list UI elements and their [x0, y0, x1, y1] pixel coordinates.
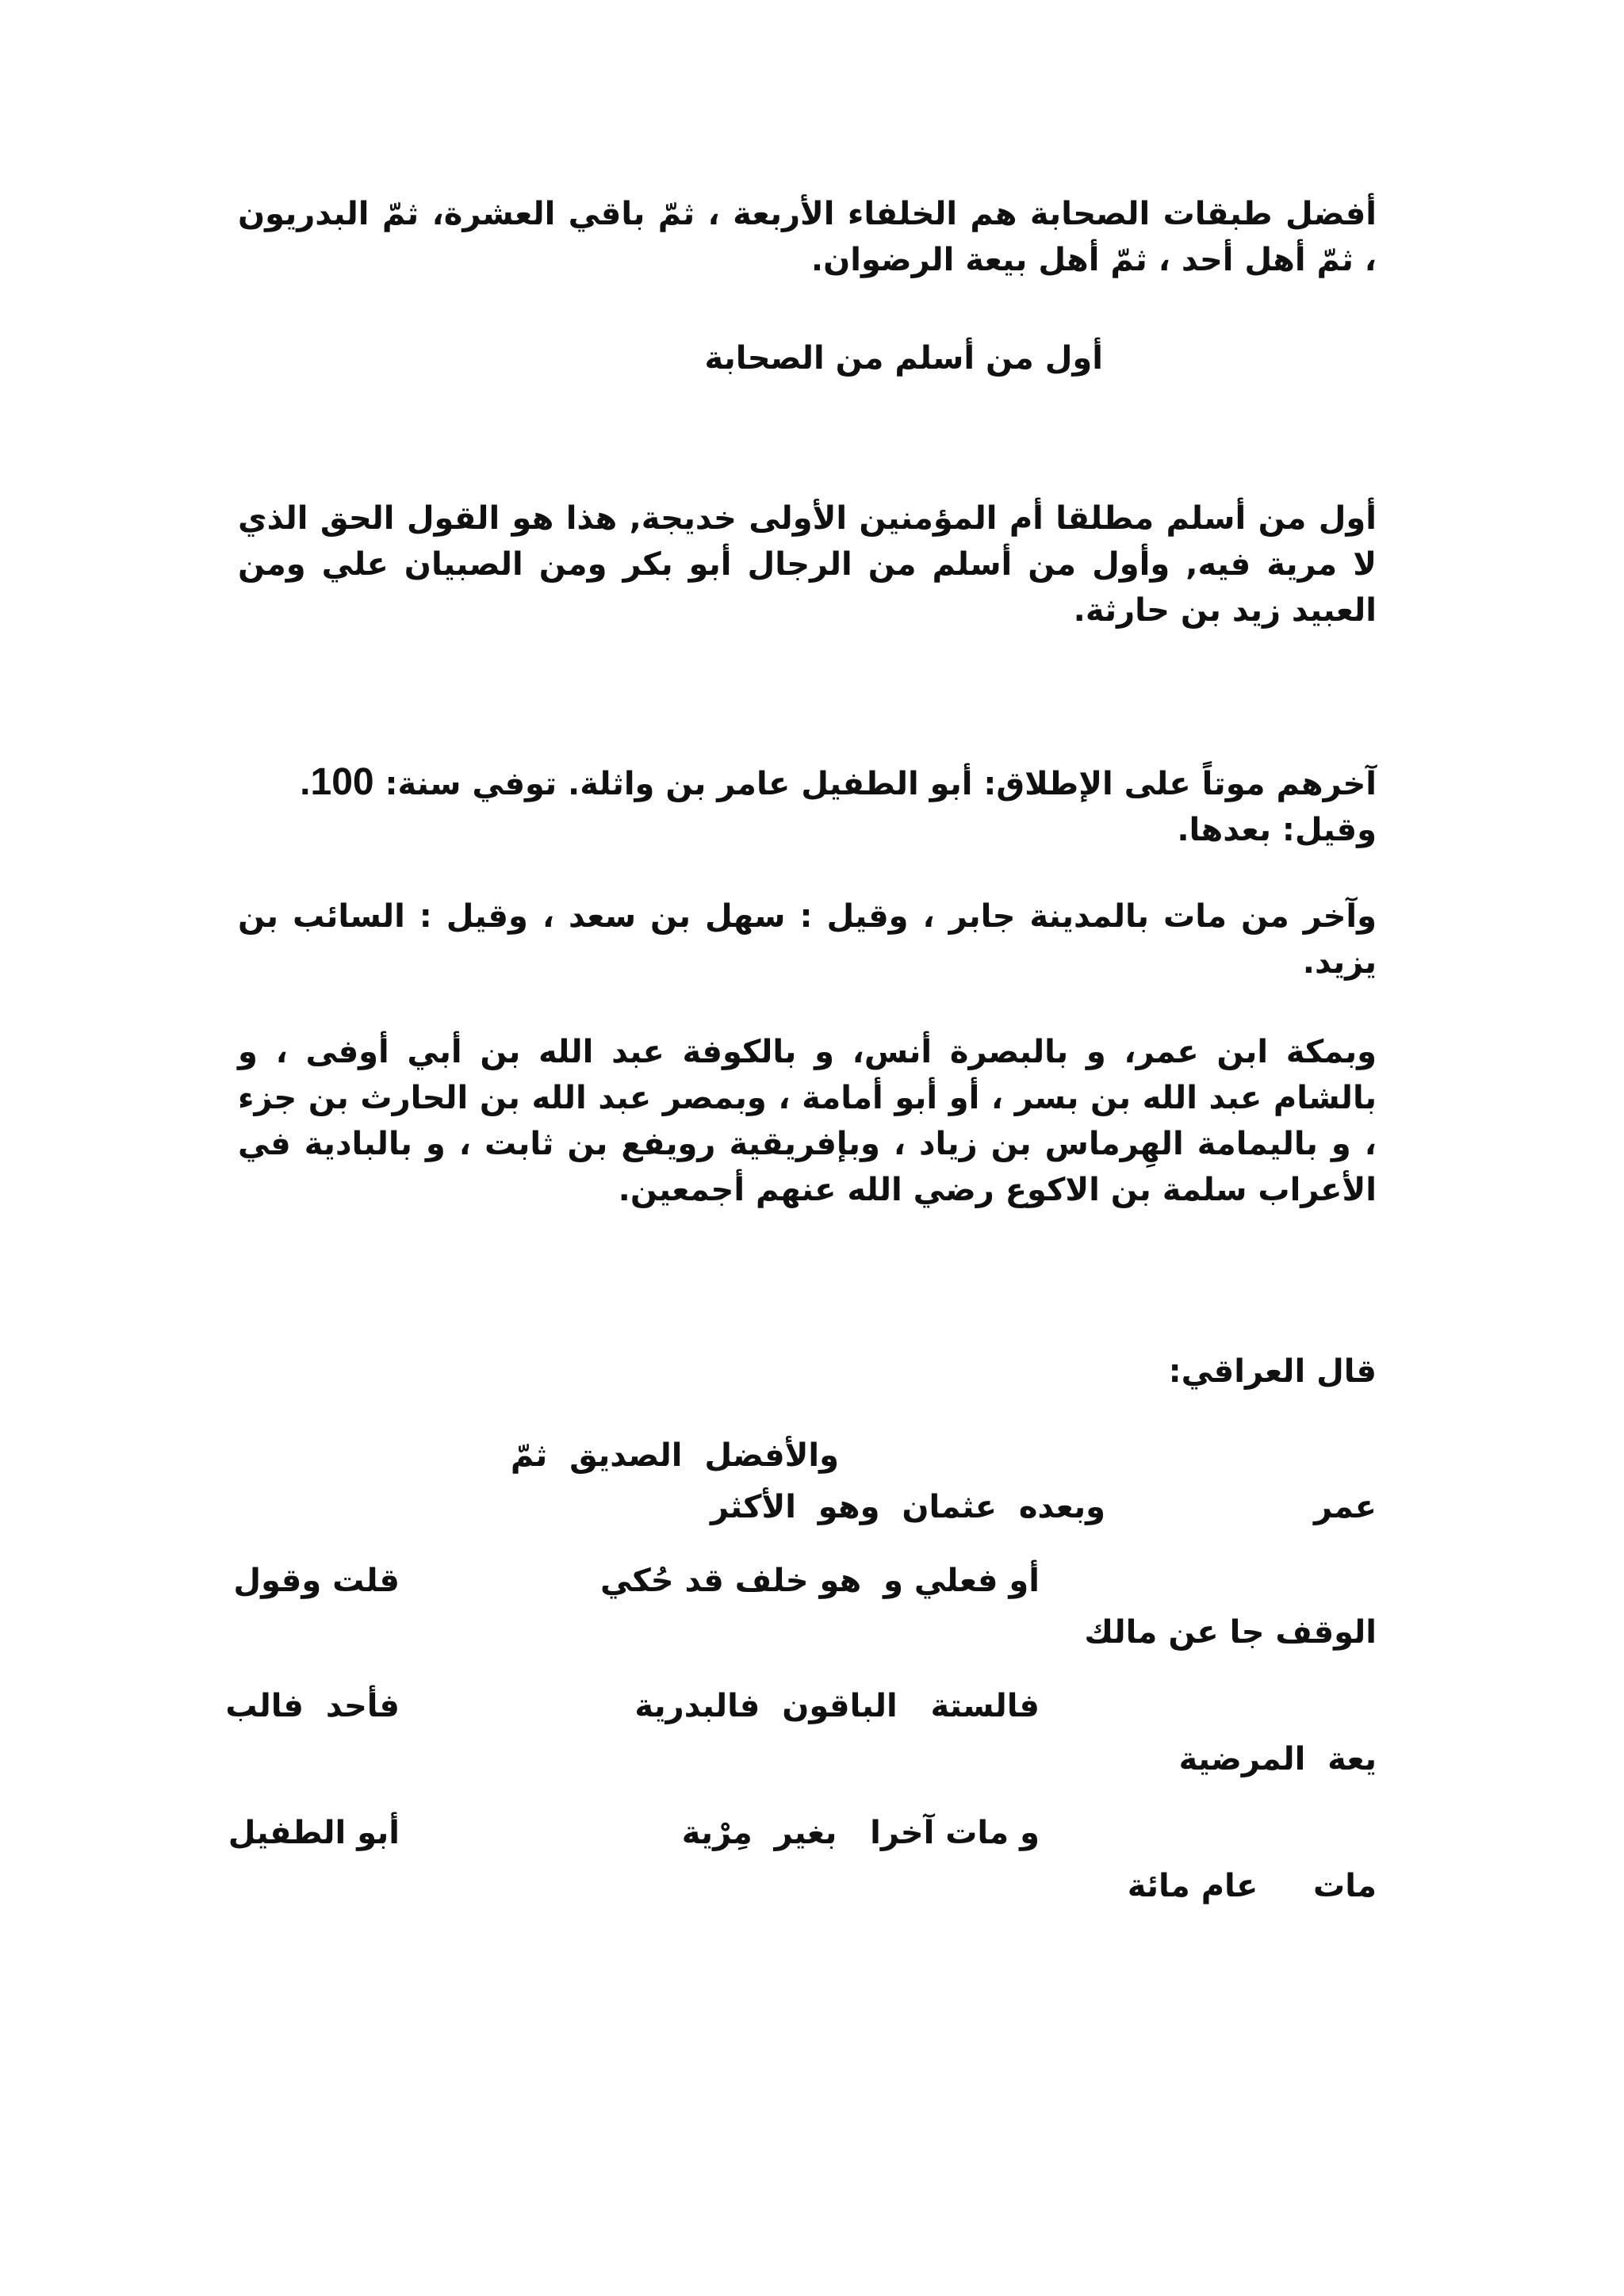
- poem-line: [238, 1433, 1377, 1479]
- poem-hemistich: عمر: [1313, 1489, 1377, 1525]
- poem-intro: قال العراقي:: [1168, 1353, 1377, 1390]
- poem-hemistich: وبعده عثمان وهو الأكثر: [710, 1489, 1105, 1525]
- paragraph-last-death: [238, 760, 1377, 853]
- poem-line: [238, 1736, 1377, 1782]
- last-death-note: وقيل: بعدها.: [1177, 812, 1377, 848]
- poem-hemistich: فالستة الباقون فالبدرية: [634, 1688, 1040, 1724]
- poem-hemistich: يعة المرضية: [1178, 1741, 1377, 1777]
- death-year: 100.: [300, 761, 374, 803]
- paragraph-last-by-city: وبمكة ابن عمر، و بالبصرة أنس، و بالكوفة عبد الله بن أبي أوفى ، و بالشام عبد الله بن بسر ، أو أبو أمامة ، وبمصر عبد الله بن الحارث بن جزء ، و باليمامة الهِرماس بن زياد ، وبإفريقية رويفع بن ثابت ، و بالبادية في الأعراب سلمة بن الاكوع رضي الله عنهم أجمعين.: [238, 1034, 1377, 1208]
- paragraph-last-in-madinah: وآخر من مات بالمدينة جابر ، وقيل : سهل بن سعد ، وقيل : السائب بن يزيد.: [238, 898, 1377, 981]
- poem-line: [238, 1484, 1377, 1530]
- poem-hemistich: و مات آخرا بغير مِرْية: [681, 1815, 1040, 1851]
- paragraph-companion-ranks: أفضل طبقات الصحابة هم الخلفاء الأربعة ، ثمّ باقي العشرة، ثمّ البدريون ، ثمّ أهل أحد ، ثمّ أهل بيعة الرضوان.: [238, 196, 1377, 278]
- poem-hemistich: والأفضل الصديق ثمّ: [510, 1437, 839, 1474]
- poem-hemistich: الوقف جا عن مالك: [1084, 1614, 1377, 1651]
- poem-hemistich: أو فعلي و هو خلف قد حُكي: [600, 1563, 1040, 1599]
- poem-line: [238, 1863, 1377, 1909]
- poem-line: [228, 1810, 1377, 1856]
- poem-hemistich: أبو الطفيل: [228, 1815, 400, 1851]
- poem-hemistich: فأحد فالب: [225, 1688, 400, 1724]
- paragraph-first-muslims: أول من أسلم مطلقا أم المؤمنين الأولى خديجة, هذا هو القول الحق الذي لا مرية فيه, وأول من أسلم من الرجال أبو بكر ومن الصبيان علي ومن العبيد زيد بن حارثة.: [238, 500, 1377, 629]
- poem-line: [225, 1683, 1377, 1729]
- poem-hemistich: قلت وقول: [233, 1563, 400, 1599]
- section-heading: أول من أسلم من الصحابة: [704, 340, 1103, 377]
- last-death-text: آخرهم موتاً على الإطلاق: أبو الطفيل عامر بن واثلة. توفي سنة:: [373, 766, 1377, 802]
- poem-line: [233, 1558, 1377, 1604]
- poem-line: [238, 1609, 1377, 1655]
- poem-hemistich: مات عام مائة: [1127, 1868, 1377, 1904]
